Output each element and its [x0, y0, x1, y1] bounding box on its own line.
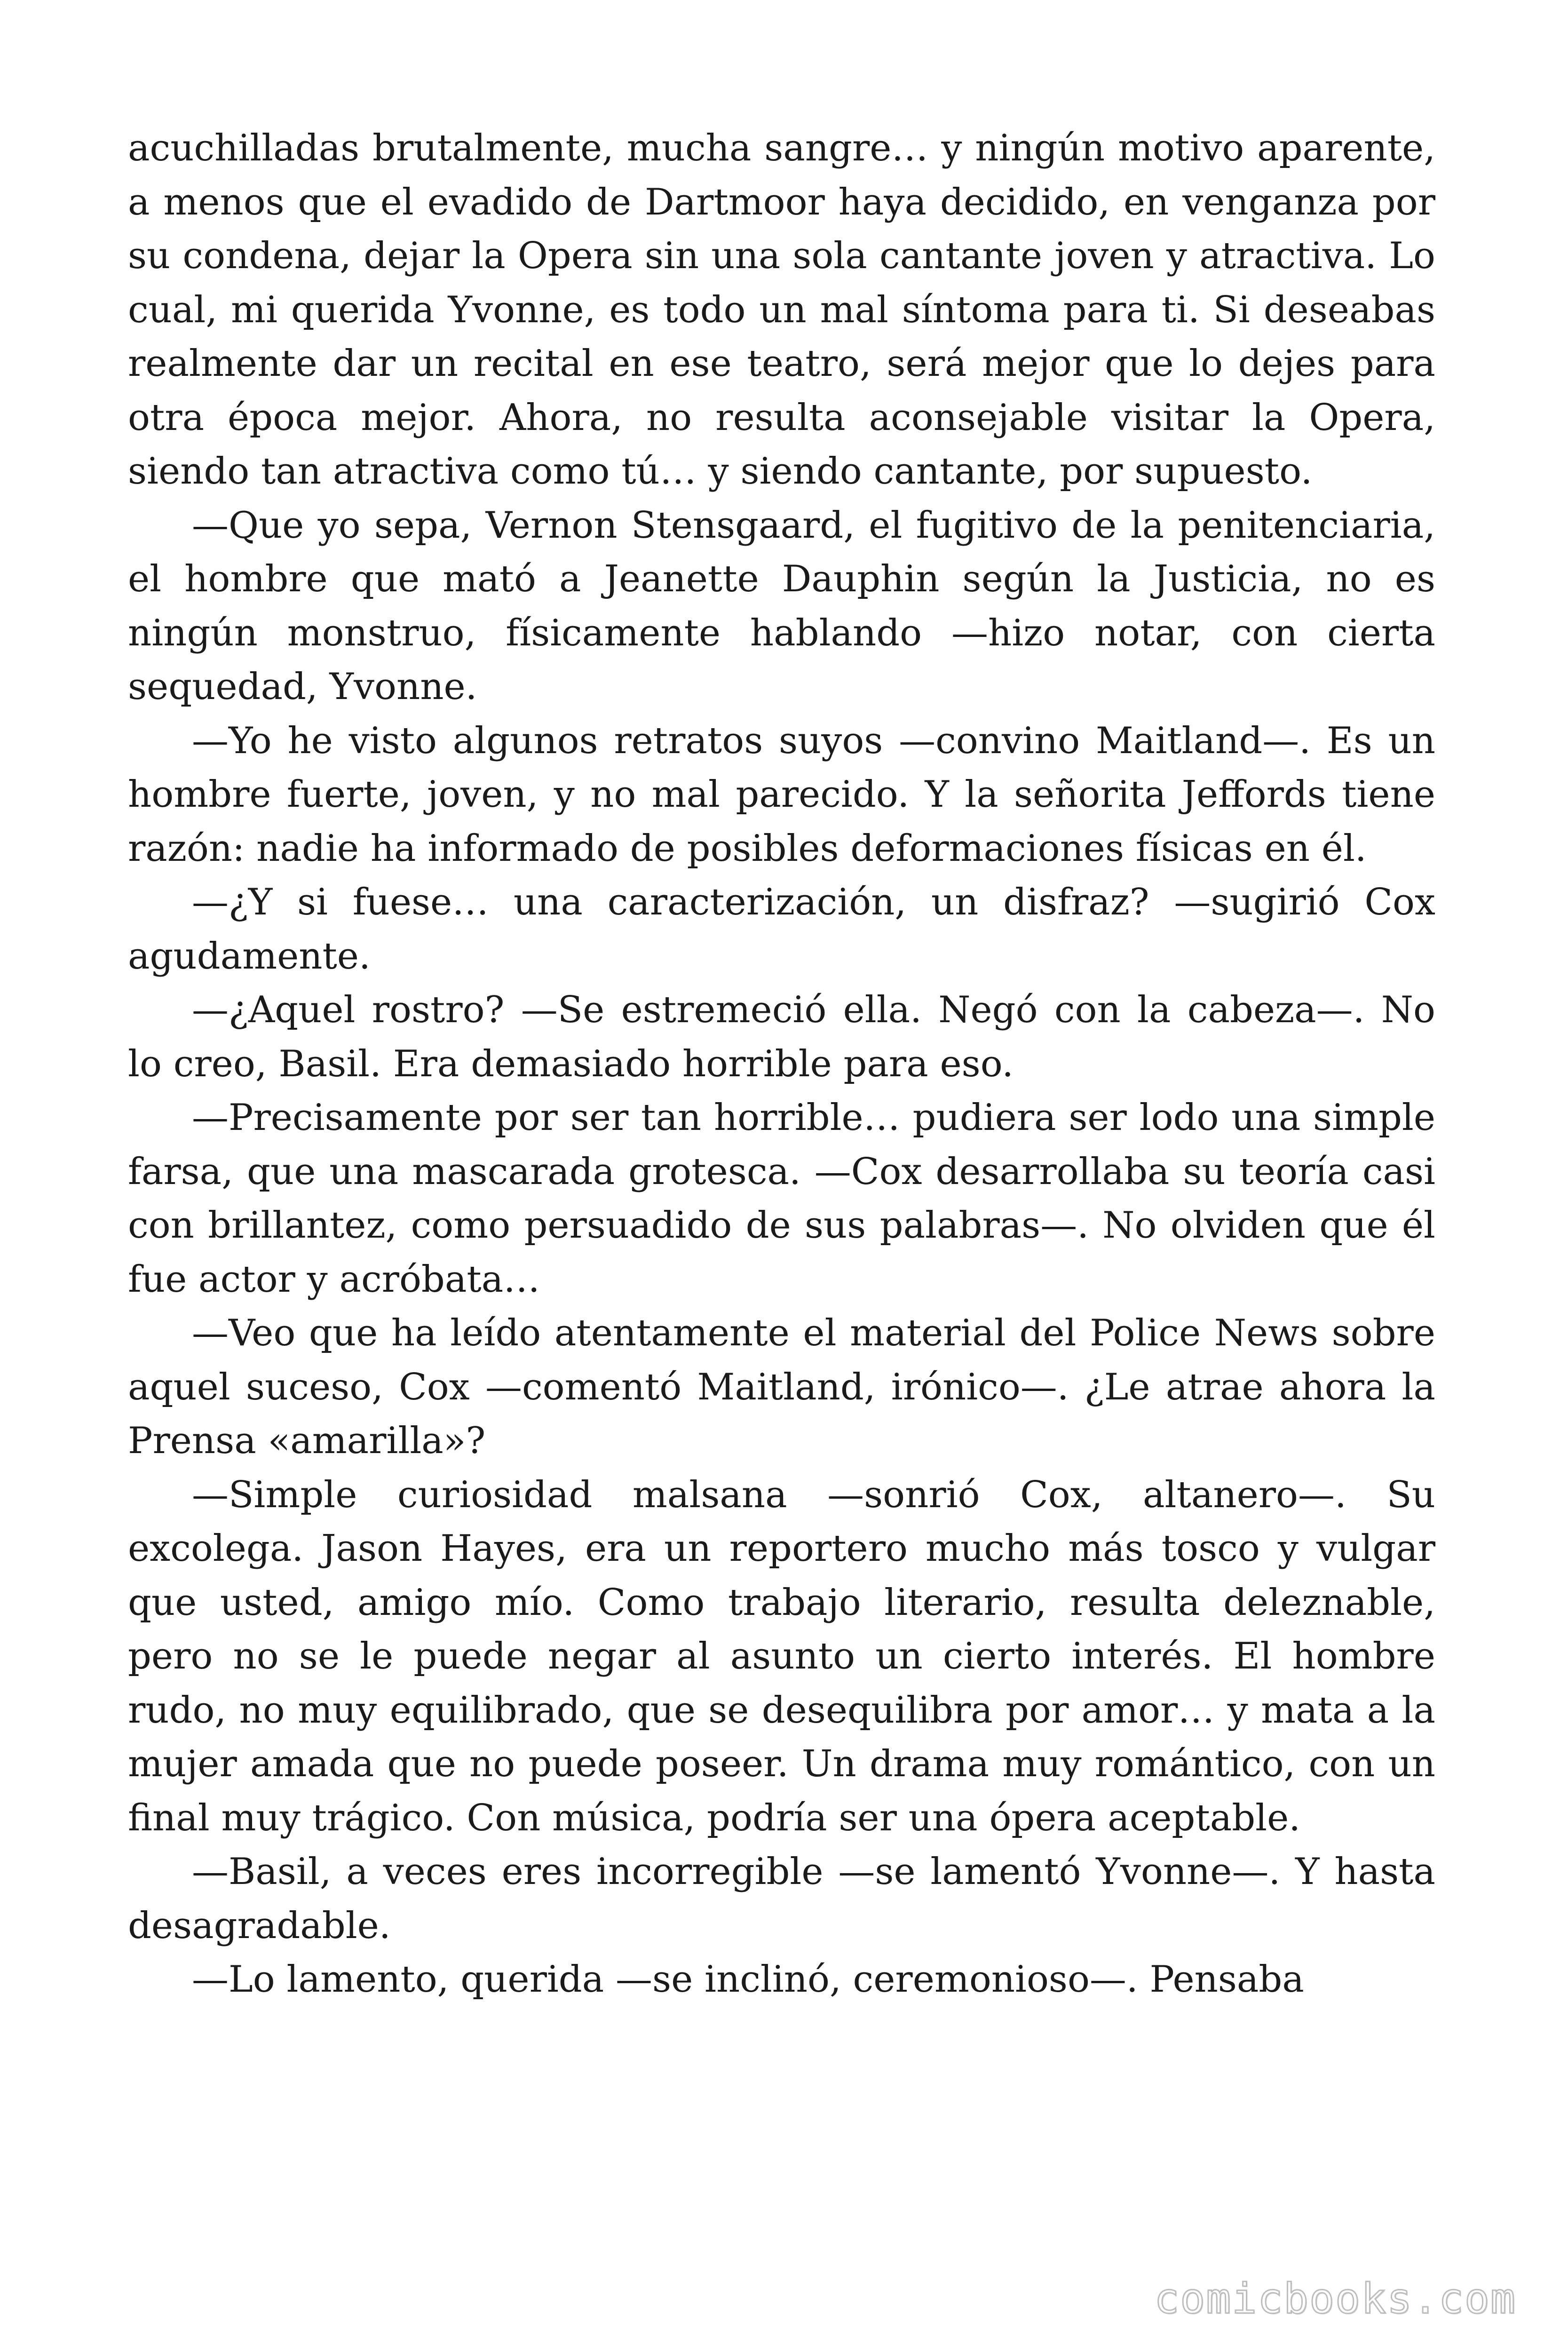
- paragraph: —Yo he visto algunos retratos suyos —convino Maitland—. Es un hombre fuerte, joven, y no mal parecido. Y la señorita Jeffords tiene razón: nadie ha informado de posibles deformaciones físicas en él.: [128, 719, 1435, 870]
- paragraph: —Que yo sepa, Vernon Stensgaard, el fugitivo de la penitenciaria, el hombre que mató a Jeanette Dauphin según la Justicia, no es ningún monstruo, físicamente hablando —hizo notar, con cierta sequedad, Yvonne.: [128, 504, 1435, 708]
- paragraph: —¿Y si fuese… una caracterización, un disfraz? —sugirió Cox agudamente.: [128, 881, 1435, 977]
- paragraph: —¿Aquel rostro? —Se estremeció ella. Negó con la cabeza—. No lo creo, Basil. Era demasiado horrible para eso.: [128, 989, 1435, 1085]
- paragraph: —Basil, a veces eres incorregible —se lamentó Yvonne—. Y hasta desagradable.: [128, 1851, 1435, 1947]
- paragraph: —Simple curiosidad malsana —sonrió Cox, altanero—. Su excolega. Jason Hayes, era un reportero mucho más tosco y vulgar que usted, amigo mío. Como trabajo literario, resulta deleznable, pero no se le puede negar al asunto un cierto interés. El hombre rudo, no muy equilibrado, que se desequilibra por amor… y mata a la mujer amada que no puede poseer. Un drama muy romántico, con un final muy trágico. Con música, podría ser una ópera aceptable.: [128, 1473, 1435, 1839]
- paragraph: —Precisamente por ser tan horrible… pudiera ser lodo una simple farsa, que una mascarada grotesca. —Cox desarrollaba su teoría casi con brillantez, como persuadido de sus palabras—. No olviden que él fue actor y acróbata…: [128, 1097, 1435, 1301]
- watermark-text: comicbooks.com: [1154, 2274, 1516, 2323]
- paragraph-last: —Lo lamento, querida —se inclinó, ceremonioso—. Pensaba: [192, 1958, 1304, 2001]
- paragraph-continued: acuchilladas brutalmente, mucha sangre… y ningún motivo aparente, a menos que el evadido de Dartmoor haya decidido, en venganza por su condena, dejar la Opera sin una sola cantante joven y atractiva. Lo cual, mi querida Yvonne, es todo un mal síntoma para ti. Si deseabas realmente dar un recital en ese teatro, será mejor que lo dejes para otra época mejor. Ahora, no resulta aconsejable visitar la Opera, siendo tan atractiva como tú… y siendo cantante, por supuesto.: [128, 127, 1435, 493]
- paragraph: —Veo que ha leído atentamente el material del Police News sobre aquel suceso, Cox —comentó Maitland, irónico—. ¿Le atrae ahora la Prensa «amarilla»?: [128, 1312, 1435, 1462]
- page-body-text: [128, 121, 1435, 2007]
